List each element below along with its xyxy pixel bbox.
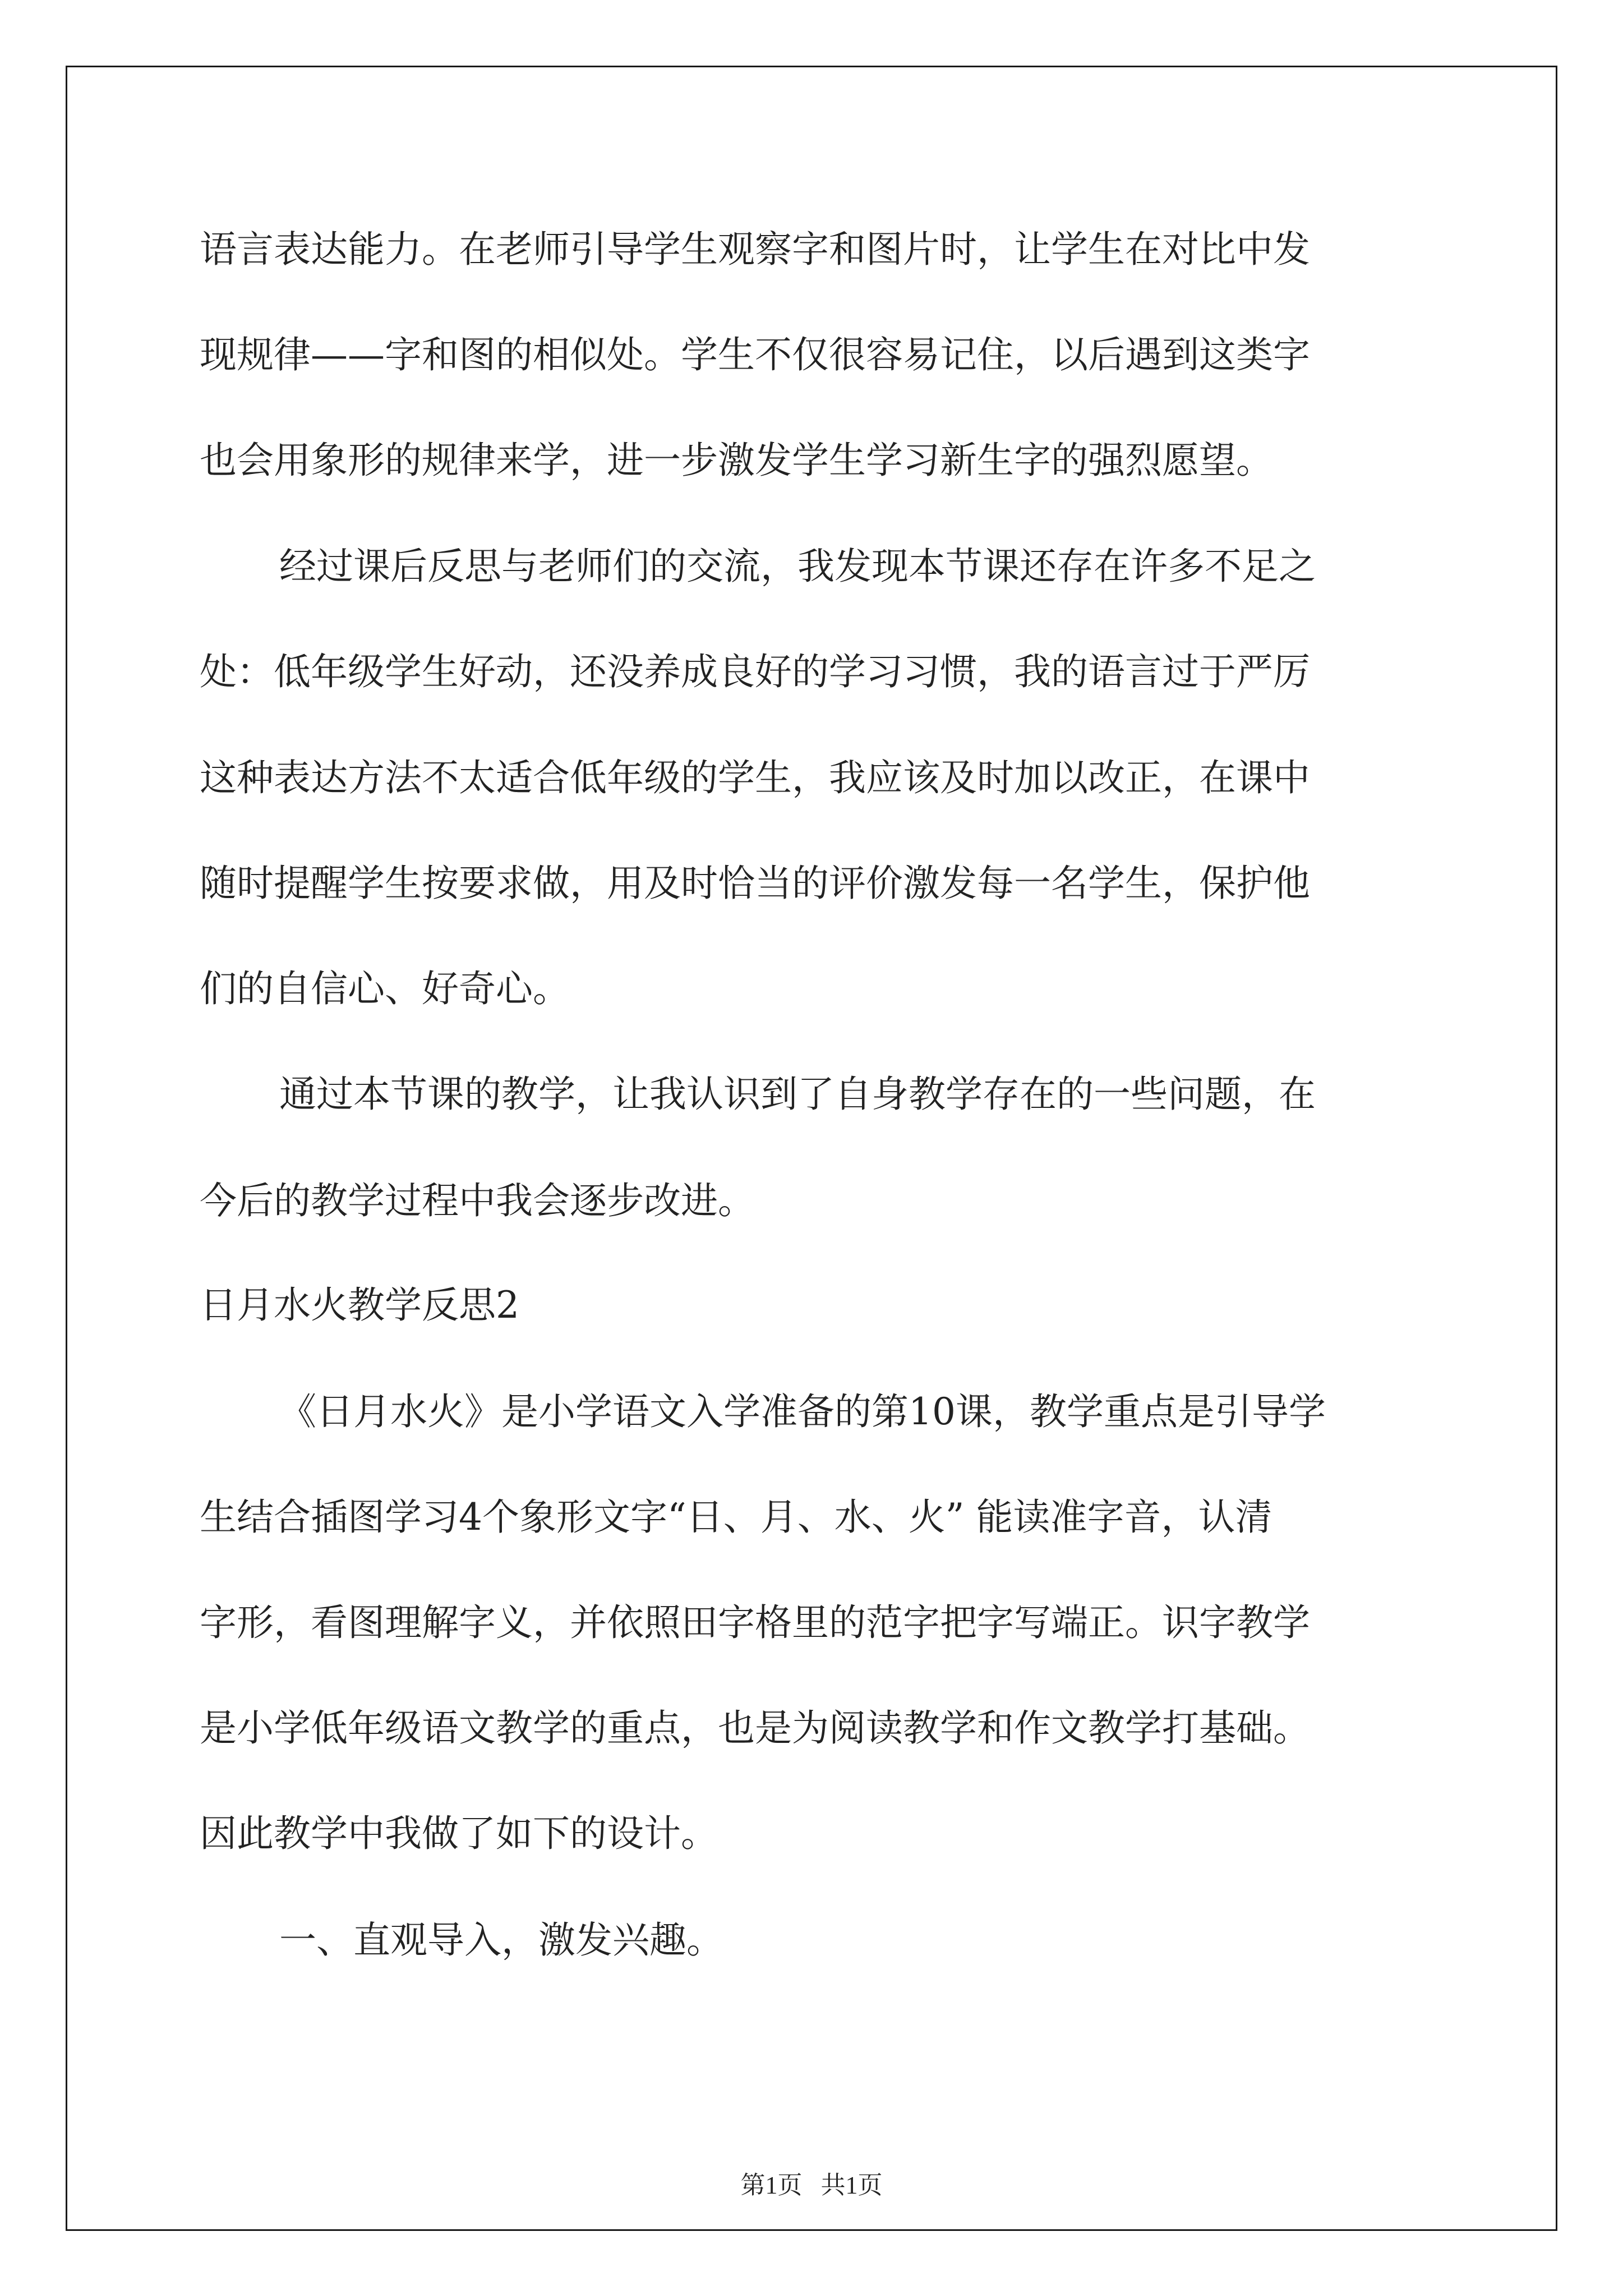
list-heading: 一、直观导入，激发兴趣。: [279, 1918, 723, 1962]
text-line: 现规律——字和图的相似处。学生不仅很容易记住，以后遇到这类字: [200, 333, 1310, 376]
text-line: 随时提醒学生按要求做，用及时恰当的评价激发每一名学生，保护他: [200, 862, 1310, 905]
text-line: 处：低年级学生好动，还没养成良好的学习习惯，我的语言过于严厉: [200, 650, 1310, 693]
paragraph-start-line: 经过课后反思与老师们的交流，我发现本节课还存在许多不足之: [279, 545, 1316, 588]
text-line: 字形，看图理解字义，并依照田字格里的范字把字写端正。识字教学: [200, 1601, 1310, 1644]
page-border: [66, 66, 1557, 2231]
text-line: 是小学低年级语文教学的重点，也是为阅读教学和作文教学打基础。: [200, 1706, 1310, 1750]
section-title: 日月水火教学反思2: [200, 1283, 519, 1327]
text-line: 也会用象形的规律来学，进一步激发学生学习新生字的强烈愿望。: [200, 439, 1273, 482]
text-line: 今后的教学过程中我会逐步改进。: [200, 1179, 755, 1222]
text-line: 因此教学中我做了如下的设计。: [200, 1812, 718, 1855]
text-line: 们的自信心、好奇心。: [200, 967, 570, 1010]
text-line: 这种表达方法不太适合低年级的学生，我应该及时加以改正，在课中: [200, 756, 1310, 799]
paragraph-start-line: 《日月水火》是小学语文入学准备的第10课，教学重点是引导学: [279, 1390, 1326, 1433]
text-line: 生结合插图学习4个象形文字“日、月、水、火” 能读准字音，认清: [200, 1496, 1272, 1539]
text-line: 语言表达能力。在老师引导学生观察字和图片时，让学生在对比中发: [200, 228, 1310, 271]
paragraph-start-line: 通过本节课的教学，让我认识到了自身教学存在的一些问题，在: [279, 1073, 1316, 1116]
page-footer: 第1页 共1页: [740, 2171, 883, 2199]
